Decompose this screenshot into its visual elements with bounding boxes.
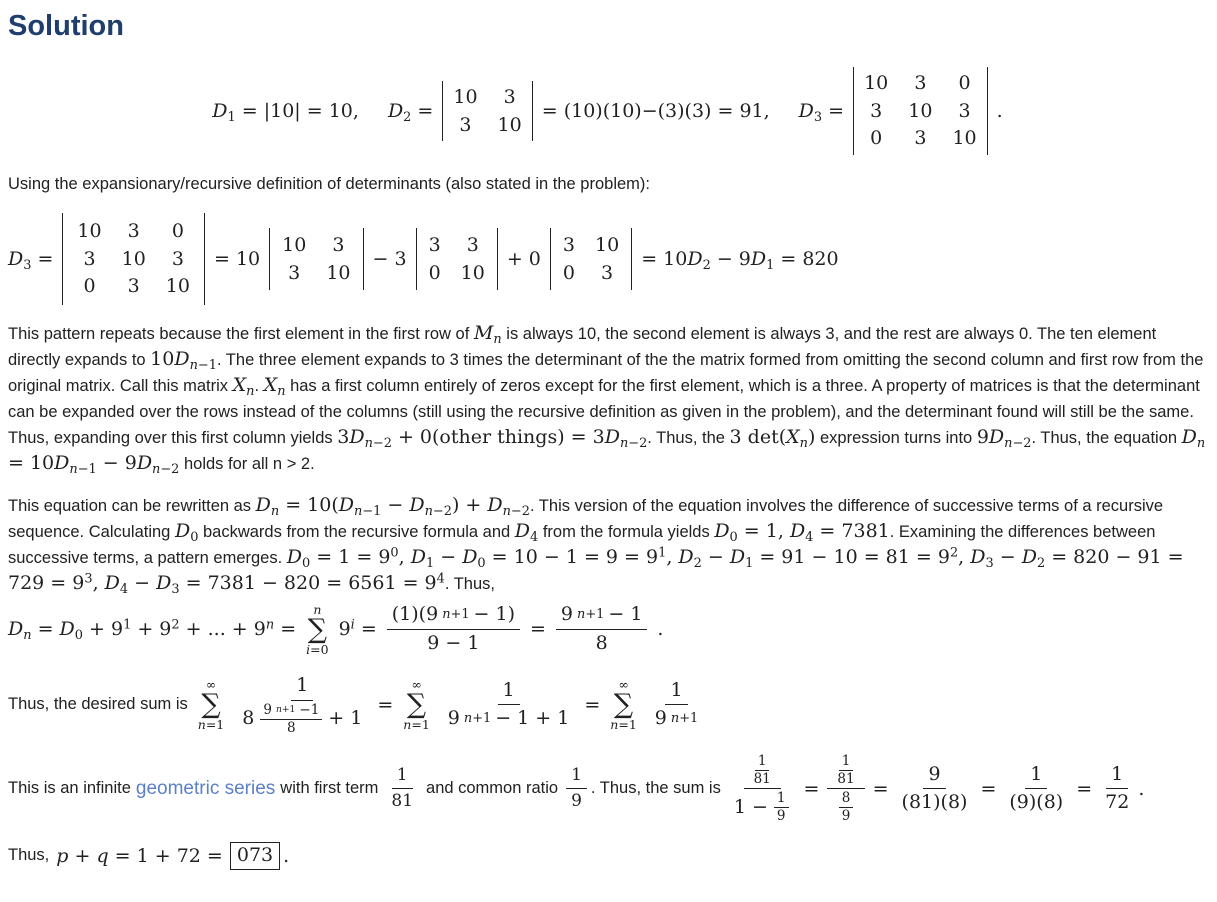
- fraction-denominator: 9 n+1 − 1 + 1: [447, 707, 570, 730]
- det-cell: 10: [908, 99, 933, 122]
- det-cell: 3: [958, 99, 971, 122]
- fraction-denominator: 81: [753, 770, 771, 787]
- equation-dn-closed-form: [8, 603, 1207, 656]
- math-equals: =: [980, 777, 997, 800]
- math-coef-minus3: − 3: [372, 247, 407, 270]
- equation-desired-sum: [8, 674, 1207, 735]
- fraction-denominator: 81: [837, 770, 855, 787]
- text-run: Thus,: [8, 846, 50, 865]
- fraction-denominator: (81)(8): [901, 791, 968, 814]
- fraction-numerator: 1: [498, 679, 520, 706]
- det-cell: 0: [83, 275, 96, 298]
- math-equals: =: [584, 693, 601, 716]
- summation-sigma: [306, 603, 328, 656]
- fraction-denominator: [832, 789, 861, 824]
- fraction: [1004, 763, 1068, 816]
- text-run: . This version of the equation involves the difference of successive terms of a recursive sequence. Calculating: [8, 497, 1164, 542]
- fraction-numerator: 8: [839, 791, 854, 808]
- det-cell: 10: [165, 275, 190, 298]
- math-equals: =: [1076, 777, 1093, 800]
- det-cell: 0: [428, 261, 441, 284]
- determinant-3x3: [853, 67, 988, 155]
- inline-math: $D_0$: [174, 520, 199, 545]
- fraction-numerator: 1: [665, 679, 687, 706]
- det-cell: 10: [864, 72, 889, 94]
- paragraph-pattern: [8, 321, 1207, 477]
- math-run: + 1: [328, 707, 363, 730]
- det-cell: 10: [460, 261, 485, 284]
- fraction-numerator: 9 n+1 − 1: [556, 603, 648, 630]
- fraction-denominator: 9: [571, 791, 582, 812]
- math-period: .: [1138, 777, 1145, 800]
- text-run: This pattern repeats because the first element in the first row of: [8, 325, 474, 344]
- fraction-numerator: [744, 754, 781, 790]
- intro-text: Using the expansionary/recursive definition of determinants (also stated in the problem):: [8, 175, 651, 194]
- det-cell: 3: [870, 99, 883, 122]
- math-equals: =: [872, 777, 889, 800]
- boxed-answer: 073: [230, 842, 280, 870]
- equation-final-answer: [8, 842, 1207, 870]
- fraction-denominator: 9 n+1: [654, 707, 699, 730]
- fraction-denominator: 72: [1105, 791, 1130, 814]
- det-cell: 3: [332, 233, 345, 256]
- sum-upper-limit: ∞: [411, 677, 422, 693]
- fraction-nested: [839, 791, 854, 824]
- fraction-denominator: 9: [841, 808, 851, 825]
- text-run: This is an infinite: [8, 779, 131, 798]
- inline-math: $D_n = 10D_{n-1} - 9D_{n-2}$: [8, 426, 1206, 477]
- det-cell: 10: [453, 85, 478, 108]
- math-d2-lhs: $D_2$ =: [387, 99, 434, 125]
- math-run: 8: [242, 707, 255, 730]
- det-cell: 3: [601, 261, 614, 284]
- math-coef-plus0: + 0: [506, 247, 541, 270]
- det-cell: 3: [503, 85, 516, 108]
- det-cell: 0: [958, 72, 971, 94]
- text-run: .: [254, 377, 264, 396]
- det-cell: 3: [914, 72, 927, 94]
- math-dn-lead: $D_n = D_0 + 9^1 + 9^2$ + ... + $9^n$ =: [8, 617, 297, 644]
- text-run: and common ratio: [426, 779, 559, 798]
- det-cell: 10: [595, 233, 620, 256]
- fraction-numerator: 9: [923, 763, 945, 790]
- math-period: .: [283, 844, 290, 867]
- determinant-2x2: [442, 81, 532, 141]
- fraction-denominator: 81: [391, 791, 414, 812]
- inline-math: $X_n$: [232, 374, 255, 399]
- math-dn-term: $9^i$ =: [338, 617, 377, 641]
- fraction-numerator: 1: [755, 754, 770, 771]
- math-d1: $D_1 = |10| = 10$,: [212, 99, 359, 125]
- det-cell: 3: [288, 261, 301, 284]
- det-cell: 10: [326, 261, 351, 284]
- sigma-icon: ∑: [613, 689, 634, 721]
- text-run: backwards from the recursive formula and: [198, 523, 515, 542]
- math-period: .: [657, 618, 664, 641]
- fraction: [556, 603, 648, 656]
- fraction: [386, 765, 418, 813]
- det-cell: 10: [952, 127, 977, 150]
- det-cell: 3: [127, 220, 140, 243]
- text-run: . Thus,: [444, 575, 495, 594]
- geometric-series-link[interactable]: geometric series: [135, 777, 276, 799]
- det-cell: 3: [459, 113, 472, 136]
- equation-d3-expansion: [8, 213, 1207, 305]
- equation-geometric-series: [8, 754, 1207, 824]
- equation-d1-d2-d3: [8, 67, 1207, 155]
- text-run: . The three element expands to 3 times the determinant of the the matrix formed from omitting the second column and first row from the original matrix. Call this matrix: [8, 351, 1204, 396]
- det-cell: 3: [914, 127, 927, 150]
- text-run: is always 10, the second element is always 3, and the rest are always 0. The ten element directly expands to: [8, 325, 1157, 370]
- det-cell: 0: [562, 261, 575, 284]
- fraction: [827, 754, 864, 824]
- det-cell: 3: [428, 233, 441, 256]
- sum-upper-limit: n: [313, 602, 322, 618]
- math-p-plus-q: p + q = 1 + 72 =: [56, 844, 223, 867]
- inline-math: $X_n$: [263, 374, 286, 399]
- text-run: . Examining the differences between successive terms, a pattern emerges.: [8, 523, 1156, 568]
- sum-lower-limit: n=1: [197, 716, 225, 732]
- summation-sigma: [610, 678, 637, 731]
- fraction: [729, 754, 796, 824]
- sum-upper-limit: ∞: [618, 677, 629, 693]
- fraction-nested: [774, 791, 789, 824]
- text-run: This equation can be rewritten as: [8, 497, 256, 516]
- det-cell: 10: [77, 220, 102, 243]
- inline-math: $D_0 = 1 = 9^0$, $D_1 - D_0 = 10 - 1 = 9 = 9^1$, $D_2 - D_1 = 91 - 10 = 81 = 9^2$, $D_3 - D_2 = 820 - 91 = 729 = 9^3$, $D_4 - D_3 = 7381 - 820 = 6561 = 9^4$: [8, 545, 1184, 597]
- sum-lower-limit: n=1: [403, 716, 430, 732]
- determinant-3x3: [62, 213, 205, 305]
- sigma-icon: ∑: [201, 689, 221, 721]
- math-run: 1 −: [733, 795, 768, 818]
- text-run: with first term: [280, 779, 379, 798]
- fraction: [1100, 763, 1134, 816]
- fraction: [897, 763, 973, 816]
- fraction-numerator: (1)(9 n+1 − 1): [387, 603, 520, 630]
- fraction: [237, 674, 367, 735]
- fraction-numerator: 1: [1025, 763, 1047, 790]
- math-d3-result: = $10D_2 - 9D_1 = 820$: [641, 247, 839, 273]
- fraction-numerator: 1: [291, 674, 313, 701]
- det-cell: 3: [562, 233, 575, 256]
- sigma-icon: ∑: [406, 689, 427, 721]
- determinant-minor-1: [269, 228, 363, 290]
- math-equals: =: [377, 693, 394, 716]
- fraction-numerator: 1: [392, 765, 413, 789]
- fraction-numerator: 1: [774, 791, 789, 808]
- text-run: from the formula yields: [538, 523, 715, 542]
- fraction-denominator: 8: [287, 719, 296, 736]
- math-d3-lhs: $D_3$ =: [798, 99, 845, 125]
- math-coef-10: = 10: [213, 247, 261, 270]
- math-equals: =: [803, 777, 820, 800]
- det-cell: 0: [171, 220, 184, 243]
- determinant-minor-3: [550, 228, 632, 290]
- text-run: . Thus, the sum is: [590, 779, 721, 798]
- fraction: [566, 765, 587, 813]
- fraction-denominator: [237, 701, 367, 736]
- inline-math: $10D_{n-1}$: [150, 348, 217, 373]
- sigma-icon: ∑: [307, 613, 327, 645]
- det-cell: 10: [497, 113, 522, 136]
- text-run: Thus, the desired sum is: [8, 695, 188, 714]
- fraction-denominator: 9: [776, 808, 786, 825]
- fraction-numerator: 9 n+1 −1: [260, 703, 322, 720]
- inline-math: $D_n = 10(D_{n-1} - D_{n-2}) + D_{n-2}$: [255, 494, 530, 519]
- det-cell: 3: [466, 233, 479, 256]
- det-cell: 10: [121, 247, 146, 270]
- fraction-numerator: 1: [1106, 763, 1128, 790]
- inline-math: $D_0 = 1$, $D_4 = 7381$: [714, 520, 890, 545]
- fraction: [650, 679, 703, 732]
- fraction-denominator: 8: [595, 632, 608, 655]
- fraction-nested: [751, 754, 774, 787]
- sum-lower-limit: i=0: [306, 641, 329, 657]
- page-title: Solution: [8, 10, 124, 42]
- math-d2-value: = (10)(10)−(3)(3) = 91,: [541, 99, 770, 122]
- fraction-denominator: [729, 789, 796, 824]
- summation-sigma: [198, 678, 225, 731]
- fraction-denominator: 9 − 1: [427, 632, 480, 655]
- summation-sigma: [403, 678, 430, 731]
- fraction-numerator: 1: [566, 765, 587, 789]
- text-run: expression turns into: [815, 429, 977, 448]
- fraction: [443, 679, 575, 732]
- math-d3-lhs: $D_3$ =: [8, 247, 54, 273]
- fraction-numerator: 1: [839, 754, 854, 771]
- fraction: [387, 603, 520, 656]
- text-run: has a first column entirely of zeros except for the first element, which is a three. A property of matrices is that the determinant can be expanded over the rows instead of the columns (still using the recursive definition as given in the problem), and the determinant found will still be the same. Thus, expanding over this first column yields: [8, 377, 1200, 448]
- det-cell: 10: [282, 233, 307, 256]
- inline-math: $D_4$: [514, 520, 539, 545]
- fraction-nested: [260, 703, 322, 736]
- fraction-nested: [834, 754, 857, 787]
- inline-math: $M_n$: [473, 322, 502, 347]
- fraction-denominator: (9)(8): [1009, 791, 1064, 814]
- det-cell: 3: [127, 275, 140, 298]
- paragraph-rewrite: [8, 493, 1207, 597]
- math-equals: =: [530, 618, 546, 641]
- det-cell: 3: [83, 247, 96, 270]
- det-cell: 3: [171, 247, 184, 270]
- text-run: . Thus, the equation: [1031, 429, 1182, 448]
- text-run: holds for all n > 2.: [179, 455, 315, 474]
- inline-math: $3D_{n-2}$ + 0(other things) = $3D_{n-2}$: [337, 426, 648, 451]
- sum-upper-limit: ∞: [205, 677, 217, 693]
- determinant-minor-2: [416, 228, 498, 290]
- sum-lower-limit: n=1: [610, 716, 637, 732]
- inline-math: $9D_{n-2}$: [976, 426, 1032, 451]
- det-cell: 0: [870, 127, 883, 150]
- math-period: .: [996, 99, 1003, 122]
- inline-math: 3 $\det(X_n)$: [729, 426, 816, 451]
- text-run: . Thus, the: [647, 429, 730, 448]
- fraction-numerator: [827, 754, 864, 790]
